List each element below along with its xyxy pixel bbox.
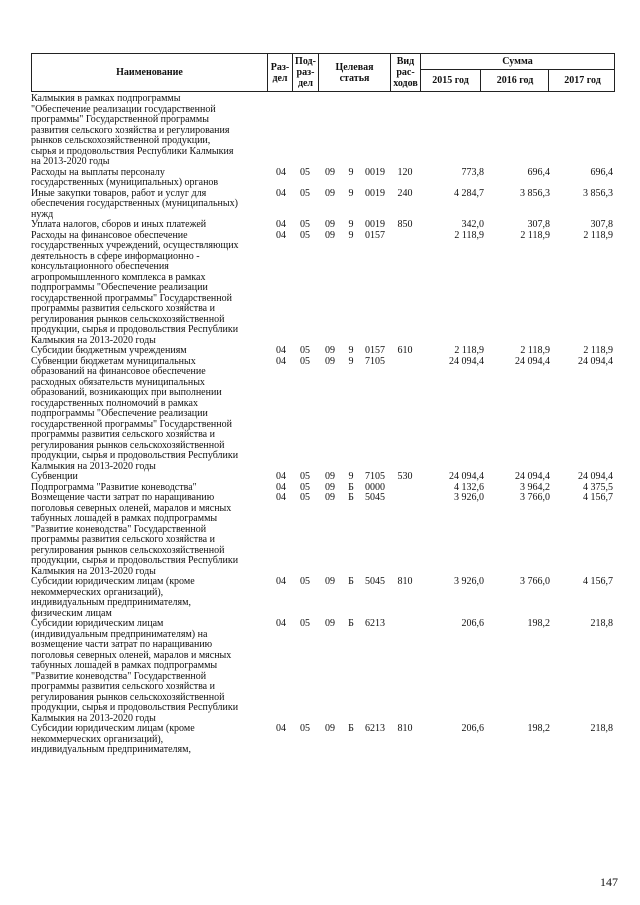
- row-razdel: 04: [276, 723, 286, 734]
- row-name-line: консультационного обеспечения: [31, 261, 169, 272]
- header-year-2016: 2016 год: [480, 69, 549, 91]
- table-row: [31, 168, 615, 189]
- row-sum-2017: 3 856,3: [583, 187, 613, 199]
- row-target-sub: Б: [348, 492, 354, 503]
- row-name-line: обеспечения государственных (муниципальных): [31, 198, 238, 209]
- row-name-line: Расходы на финансовое обеспечение: [31, 229, 188, 241]
- row-sum-2015: 342,0: [461, 219, 484, 230]
- row-name-line: Уплата налогов, сборов и иных платежей: [31, 219, 207, 230]
- row-sum-2017: 24 094,4: [578, 355, 613, 367]
- row-target-code: 0019: [365, 166, 385, 178]
- row-vid: 850: [397, 219, 413, 230]
- header-target-line: Целевая: [335, 61, 374, 73]
- row-name-line: Калмыкия на 2013-2020 годы: [31, 460, 156, 472]
- row-name-line: Иные закупки товаров, работ и услуг для: [31, 187, 207, 199]
- row-target-code: 5045: [365, 576, 385, 587]
- row-target-code: 7105: [365, 355, 385, 367]
- row-name-line: государственных полномочий в рамках: [31, 397, 198, 409]
- row-razdel: 04: [276, 229, 286, 241]
- row-target-sub: 9: [348, 219, 354, 230]
- row-name-line: табунных лошадей в рамках подпрограммы: [31, 513, 218, 524]
- row-podrazdel: 05: [300, 492, 310, 503]
- row-sum-2016: 3 766,0: [520, 576, 550, 587]
- row-target-sub: 9: [348, 471, 354, 482]
- header-vid: [390, 54, 420, 91]
- table-row: [31, 346, 615, 357]
- row-sum-2016: 198,2: [527, 618, 550, 629]
- row-name-line: продукции, сырья и продовольствия Республики: [31, 324, 239, 335]
- row-sum-2015: 773,8: [461, 166, 484, 178]
- row-sum-2017: 218,8: [590, 723, 613, 734]
- row-name-line: Подпрограмма "Развитие коневодства": [31, 481, 197, 493]
- row-target-sub: Б: [348, 481, 354, 493]
- row-vid: 810: [397, 576, 413, 587]
- table-row: [31, 220, 615, 231]
- row-name: [31, 189, 269, 221]
- row-target-code: 0019: [365, 219, 385, 230]
- row-razdel: 04: [276, 492, 286, 503]
- row-name-line: поголовья северных оленей, маралов и мясных: [31, 649, 232, 661]
- row-target-sub: Б: [348, 576, 354, 587]
- row-name-line: государственных учреждений, осуществляющих: [31, 240, 239, 251]
- row-razdel: 04: [276, 471, 286, 482]
- row-target-program: 09: [325, 219, 335, 230]
- header-razdel-line: дел: [272, 72, 288, 84]
- row-name-line: государственной программы" Государственной: [31, 292, 232, 304]
- row-name: [31, 220, 269, 231]
- header-podrazdel-line: Под-: [295, 56, 316, 67]
- row-razdel: 04: [276, 166, 286, 178]
- row-target-program: 09: [325, 481, 335, 493]
- row-target-program: 09: [325, 355, 335, 367]
- row-name-line: деятельность в сфере информационно -: [31, 250, 200, 262]
- row-sum-2017: 4 375,5: [583, 481, 613, 493]
- row-sum-2015: 2 118,9: [454, 345, 484, 356]
- row-name-line: (индивидуальным предпринимателям) на: [31, 628, 208, 640]
- row-podrazdel: 05: [300, 576, 310, 587]
- row-sum-2017: 24 094,4: [578, 471, 613, 482]
- row-podrazdel: 05: [300, 723, 310, 734]
- row-sum-2016: 2 118,9: [520, 345, 550, 356]
- row-name-line: продукции, сырья и продовольствия Республики: [31, 450, 239, 461]
- row-sum-2015: 24 094,4: [449, 355, 484, 367]
- row-name-line: подпрограммы "Обеспечение реализации: [31, 282, 208, 293]
- row-name-line: возмещение части затрат по наращиванию: [31, 639, 213, 650]
- row-sum-2016: 3 856,3: [520, 187, 550, 199]
- row-sum-2017: 2 118,9: [583, 229, 613, 241]
- table-row: [31, 189, 615, 221]
- table-row: [31, 357, 615, 473]
- row-sum-2017: 2 118,9: [583, 345, 613, 356]
- row-vid: 530: [397, 471, 413, 482]
- row-vid: 610: [397, 345, 413, 356]
- row-target-code: 0000: [365, 481, 385, 493]
- row-name-line: программы развития сельского хозяйства и: [31, 534, 215, 545]
- row-podrazdel: 05: [300, 481, 310, 493]
- row-podrazdel: 05: [300, 618, 310, 629]
- row-sum-2015: 4 132,6: [454, 481, 484, 493]
- row-sum-2015: 24 094,4: [449, 471, 484, 482]
- header-podrazdel-line: дел: [297, 78, 314, 89]
- row-sum-2015: 4 284,7: [454, 187, 484, 199]
- row-target-code: 0019: [365, 187, 385, 199]
- header-podrazdel: [292, 54, 318, 91]
- row-sum-2016: 24 094,4: [515, 355, 550, 367]
- row-podrazdel: 05: [300, 345, 310, 356]
- row-podrazdel: 05: [300, 219, 310, 230]
- row-name-line: физическим лицам: [31, 607, 112, 619]
- row-name-line: регулирования рынков сельскохозяйственной: [31, 313, 225, 325]
- row-podrazdel: 05: [300, 166, 310, 178]
- row-target-code: 0157: [365, 229, 385, 241]
- row-target-program: 09: [325, 345, 335, 356]
- row-name-line: развития сельского хозяйства и регулирования: [31, 124, 230, 136]
- row-target-code: 0157: [365, 345, 385, 356]
- row-sum-2016: 307,8: [527, 219, 550, 230]
- row-target-sub: 9: [348, 355, 354, 367]
- header-razdel-line: Раз-: [270, 61, 290, 73]
- header-sum: [420, 54, 614, 91]
- header-podrazdel-line: раз-: [296, 67, 315, 78]
- table-row: [31, 493, 615, 577]
- row-target-sub: Б: [348, 723, 354, 734]
- header-vid-line: рас-: [396, 67, 415, 78]
- row-name-line: на 2013-2020 годы: [31, 156, 110, 167]
- row-podrazdel: 05: [300, 471, 310, 482]
- row-target-sub: Б: [348, 618, 354, 629]
- row-name-line: Субсидии бюджетным учреждениям: [31, 345, 187, 356]
- row-name-line: Субсидии юридическим лицам: [31, 618, 164, 629]
- row-razdel: 04: [276, 576, 286, 587]
- row-name-line: агропромышленного комплекса в рамках: [31, 271, 206, 283]
- table-header: [31, 53, 615, 92]
- row-podrazdel: 05: [300, 187, 310, 199]
- row-name-line: некоммерческих организаций),: [31, 733, 164, 745]
- row-name-line: сырья и продовольствия Республики Калмыкия: [31, 145, 234, 157]
- row-vid: 120: [397, 166, 413, 178]
- row-razdel: 04: [276, 219, 286, 230]
- row-target-sub: 9: [348, 187, 354, 199]
- row-vid: 240: [397, 187, 413, 199]
- header-sum-title: Сумма: [421, 54, 614, 70]
- row-sum-2016: 3 964,2: [520, 481, 550, 493]
- row-name: [31, 94, 269, 168]
- row-name-line: Калмыкия в рамках подпрограммы: [31, 93, 181, 104]
- row-name-line: государственных (муниципальных) органов: [31, 177, 219, 188]
- row-target-program: 09: [325, 723, 335, 734]
- row-name-line: Калмыкия на 2013-2020 годы: [31, 712, 156, 724]
- row-vid: 810: [397, 723, 413, 734]
- row-sum-2016: 24 094,4: [515, 471, 550, 482]
- row-sum-2016: 2 118,9: [520, 229, 550, 241]
- row-name-line: Субвенции бюджетам муниципальных: [31, 355, 196, 367]
- row-name-line: Субсидии юридическим лицам (кроме: [31, 723, 195, 734]
- row-name-line: Субвенции: [31, 471, 78, 482]
- header-razdel: [267, 54, 292, 91]
- row-name-line: программы развития сельского хозяйства и: [31, 429, 215, 440]
- row-target-program: 09: [325, 471, 335, 482]
- row-name-line: продукции, сырья и продовольствия Республики: [31, 702, 239, 713]
- row-sum-2015: 206,6: [461, 618, 484, 629]
- row-name-line: "Обеспечение реализации государственной: [31, 103, 216, 115]
- row-name-line: программы развития сельского хозяйства и: [31, 681, 215, 692]
- row-name-line: "Развитие коневодства" Государственной: [31, 523, 207, 535]
- row-target-code: 6213: [365, 618, 385, 629]
- row-name-line: Калмыкия на 2013-2020 годы: [31, 565, 156, 577]
- row-name-line: образований, возникающих при выполнении: [31, 387, 222, 398]
- row-target-program: 09: [325, 187, 335, 199]
- row-name-line: рынков сельскохозяйственной продукции,: [31, 135, 211, 146]
- row-target-program: 09: [325, 229, 335, 241]
- row-target-program: 09: [325, 576, 335, 587]
- row-sum-2016: 198,2: [527, 723, 550, 734]
- row-sum-2016: 696,4: [527, 166, 550, 178]
- row-name-line: программы развития сельского хозяйства и: [31, 303, 215, 314]
- row-razdel: 04: [276, 355, 286, 367]
- row-name-line: продукции, сырья и продовольствия Республики: [31, 555, 239, 566]
- row-name: [31, 577, 269, 619]
- row-razdel: 04: [276, 345, 286, 356]
- table-row: [31, 724, 615, 756]
- row-name: [31, 724, 269, 756]
- row-name: [31, 346, 269, 357]
- row-sum-2016: 3 766,0: [520, 492, 550, 503]
- row-target-code: 6213: [365, 723, 385, 734]
- table-row: [31, 619, 615, 724]
- row-target-sub: 9: [348, 166, 354, 178]
- header-year-2017: 2017 год: [548, 69, 616, 91]
- row-name-line: поголовья северных оленей, маралов и мясных: [31, 502, 232, 514]
- table-row: [31, 94, 615, 168]
- row-sum-2015: 2 118,9: [454, 229, 484, 241]
- row-podrazdel: 05: [300, 355, 310, 367]
- row-name-line: программы" Государственной программы: [31, 114, 209, 125]
- row-sum-2017: 696,4: [590, 166, 613, 178]
- row-name-line: Расходы на выплаты персоналу: [31, 166, 165, 178]
- header-vid-line: ходов: [393, 78, 418, 89]
- row-target-sub: 9: [348, 345, 354, 356]
- row-name-line: расходных обязательств муниципальных: [31, 376, 205, 388]
- row-sum-2015: 206,6: [461, 723, 484, 734]
- row-name-line: табунных лошадей в рамках подпрограммы: [31, 660, 218, 671]
- row-name-line: Калмыкия на 2013-2020 годы: [31, 334, 156, 346]
- row-name-line: Субсидии юридическим лицам (кроме: [31, 576, 195, 587]
- row-podrazdel: 05: [300, 229, 310, 241]
- row-name-line: индивидуальным предпринимателям,: [31, 597, 191, 608]
- header-year-2015: 2015 год: [432, 74, 469, 86]
- row-name-line: регулирования рынков сельскохозяйственной: [31, 439, 225, 451]
- row-name-line: образований на финансовое обеспечение: [31, 366, 206, 377]
- header-vid-line: Вид: [396, 56, 415, 67]
- row-sum-2017: 307,8: [590, 219, 613, 230]
- header-target: [318, 54, 390, 91]
- row-name: [31, 231, 269, 347]
- row-razdel: 04: [276, 618, 286, 629]
- row-name-line: индивидуальным предпринимателям,: [31, 744, 191, 755]
- table-row: [31, 231, 615, 347]
- row-sum-2017: 4 156,7: [583, 576, 613, 587]
- row-target-code: 5045: [365, 492, 385, 503]
- table-row: [31, 472, 615, 483]
- row-name-line: нужд: [31, 208, 54, 220]
- header-target-line: статья: [339, 72, 370, 84]
- row-name: [31, 168, 269, 189]
- row-razdel: 04: [276, 187, 286, 199]
- header-name: [32, 54, 267, 91]
- row-sum-2015: 3 926,0: [454, 492, 484, 503]
- row-sum-2017: 218,8: [590, 618, 613, 629]
- row-target-sub: 9: [348, 229, 354, 241]
- row-target-code: 7105: [365, 471, 385, 482]
- row-name-line: регулирования рынков сельскохозяйственной: [31, 691, 225, 703]
- table-row: [31, 577, 615, 619]
- row-name-line: подпрограммы "Обеспечение реализации: [31, 408, 208, 419]
- row-name: [31, 619, 269, 724]
- page-number: 147: [600, 875, 618, 889]
- row-sum-2015: 3 926,0: [454, 576, 484, 587]
- row-target-program: 09: [325, 618, 335, 629]
- row-name: [31, 472, 269, 483]
- header-name-label: Наименование: [116, 67, 183, 78]
- row-name-line: Возмещение части затрат по наращиванию: [31, 492, 215, 503]
- row-name-line: "Развитие коневодства" Государственной: [31, 670, 207, 682]
- row-target-program: 09: [325, 166, 335, 178]
- row-name-line: регулирования рынков сельскохозяйственной: [31, 544, 225, 556]
- row-name-line: некоммерческих организаций),: [31, 586, 164, 598]
- row-target-program: 09: [325, 492, 335, 503]
- row-sum-2017: 4 156,7: [583, 492, 613, 503]
- row-razdel: 04: [276, 481, 286, 493]
- row-name: [31, 493, 269, 577]
- row-name: [31, 357, 269, 473]
- row-name-line: государственной программы" Государственной: [31, 418, 232, 430]
